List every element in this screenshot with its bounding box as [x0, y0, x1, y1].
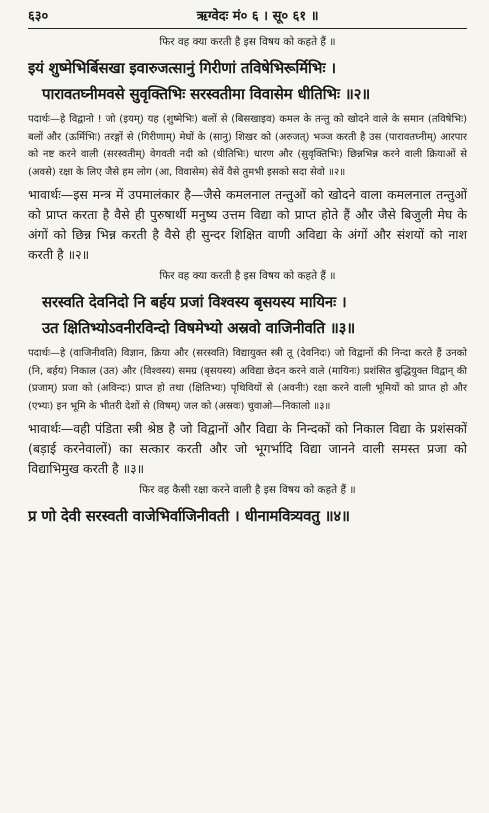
header-rule [28, 28, 467, 29]
running-title: ऋग्वेदः मं० ६ । सू० ६१ ॥ [196, 9, 319, 24]
running-header [28, 6, 467, 26]
padartha-paragraph: पदार्थः—हे (वाजिनीवति) विज्ञान, क्रिया और (सरस्वति) विद्यायुक्त स्त्री तू (देवनिदः) जो विद्वानों की निन्दा करते हैं उनको (नि, बर्हय) निकाल (उत) और (विश्वस्य) समग्र (बृसयस्य) अविद्या छेदन करने वाले (मायिनः) प्रशंसित बुद्धियुक्त विद्वान् की (प्रजाम्) प्रजा को (अविन्दः) प्राप्त हो तथा (क्षितिभ्यः) पृथिवियों से (अवनीः) रक्षा करने वाली भूमियों को प्राप्त हो और (एभ्यः) इन भूमि के भीतरी देशों से (विषम्) जल को (अस्रवः) चुवाओ—निकालो ॥३॥ [28, 348, 467, 412]
section-intro: फिर वह क्या करती है इस विषय को कहते हैं ॥ [159, 36, 336, 48]
verse-line: इयं शुष्मेभिर्बिसखा इवारुजत्सानुं गिरीणां तविषेभिरूर्मिभिः । [28, 59, 336, 77]
section-intro: फिर वह कैसी रक्षा करने वाली है इस विषय को कहते हैं ॥ [139, 484, 356, 496]
verse-line: उत क्षितिभ्योऽवनीरविन्दो विषमेभ्यो अस्रवो वाजिनीवति ॥३॥ [42, 319, 356, 337]
verse-line: पारावतघ्नीमवसे सुवृक्तिभिः सरस्वतीमा विवासेम धीतिभिः ॥२॥ [42, 85, 371, 103]
page-number: ६३० [28, 9, 49, 24]
verse-line: सरस्वति देवनिदो नि बर्हय प्रजां विश्वस्य बृसयस्य मायिनः । [42, 293, 347, 311]
verse-line: प्र णो देवी सरस्वती वाजेभिर्वाजिनीवती । धीनामवित्र्यवतु ॥४॥ [28, 507, 350, 525]
padartha-paragraph: पदार्थः—हे विद्वानो ! जो (इयम्) यह (शुष्मेभिः) बलों से (बिसखाइव) कमल के तन्तु को खोदने वाले के समान (तविषेभिः) बलों और (ऊर्मिभिः) तरङ्गों से (गिरीणाम्) मेघों के (सानु) शिखर को (अरुजत्) भञ्ज करती है उस (पारावतघ्नीम्) आरपार को नष्ट करने वाली (सरस्वतीम्) वेगवती नदी को (धीतिभिः) धारण और (सुवृक्तिभिः) छिन्नभिन्न करने वाली क्रियाओं से (अवसे) रक्षा के लिए जैसे हम लोग (आ, विवासेम) सेवें वैसे तुमभी इसको सदा सेवो ॥२॥ [28, 114, 467, 178]
bhavartha-paragraph: भावार्थः—वही पंडिता स्त्री श्रेष्ठ है जो विद्वानों और विद्या के निन्दकों को निकाल विद्या के प्रशंसकों (बड़ाई करनेवालों) का सत्कार करती और जो भूगर्भादि विद्या जानने वाली समस्त प्रजा को विद्याभिमुख करती है ॥३॥ [28, 421, 467, 476]
section-intro: फिर वह क्या करती है इस विषय को कहते हैं ॥ [159, 270, 336, 282]
bhavartha-paragraph: भावार्थः—इस मन्त्र में उपमालंकार है—जैसे कमलनाल तन्तुओं को खोदने वाला कमलनाल तन्तुओं को प्राप्त करता है वैसे ही पुरुषार्थी मनुष्य उत्तम विद्या को प्राप्त होते हैं और जैसे बिजुली मेघ के अंगों को छिन्न भिन्न करती है वैसे ही सुन्दर शिक्षित वाणी अविद्या के अंगों और संशयों को नाश करती है ॥२॥ [28, 187, 467, 262]
